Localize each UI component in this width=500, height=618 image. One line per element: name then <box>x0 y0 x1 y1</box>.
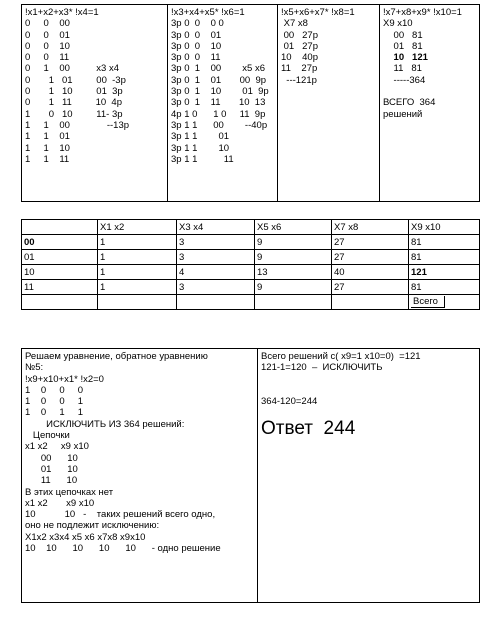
table-cell <box>177 295 255 310</box>
summary-table <box>21 219 480 310</box>
table-cell <box>22 295 98 310</box>
table-cell: 13 <box>255 265 332 280</box>
table-cell: 9 <box>255 280 332 295</box>
table-cell: 27 <box>332 280 409 295</box>
table-cell: 9 <box>255 250 332 265</box>
table-header-row <box>22 220 480 235</box>
table-cell: 3 <box>177 235 255 250</box>
chain-cell-x7-x10 <box>380 5 480 202</box>
table-cell: 27 <box>332 250 409 265</box>
chain-text: !x3+x4+x5* !x6=1 3p 0 0 0 0 3p 0 0 01 3p 0 0 10 3p 0 0 11 3p 0 1 00 x5 x6 3p 0 1 01 00 9p 3p 0 1 10 01 9p 3p 0 1 11 10 13 4p 1 0 1 0 11 9p 3p 1 1 00 --40p 3p 1 1 01 3p 1 1 10 3p 1 1 11 <box>171 7 269 165</box>
table-cell: 9 <box>255 235 332 250</box>
table-row <box>22 280 480 295</box>
table-cell: 1 <box>98 280 177 295</box>
table-cell: 4 <box>177 265 255 280</box>
table-cell: 81 <box>409 280 480 295</box>
reverse-equation-text: Решаем уравнение, обратное уравнению №5: !x9+x10+x1* !x2=0 1 0 0 0 1 0 0 1 1 0 1 1 ИСКЛЮЧИТЬ ИЗ 364 решений: Цепочки x1 x2 x9 x10 00 10 01 10 11 10 В этих цепочках нет x1 x2 x9 x10 10 10 - таких решений всего одно, оно не подлежит исключению: X1x2 x3x4 x5 x6 x7x8 x9x10 10 10 10 10 10 - одно решение <box>25 351 221 555</box>
chain-text: !x5+x6+x7* !x8=1 X7 x8 00 27p 01 27p 10 40p 11 27p ---121p <box>281 7 355 86</box>
row-label: 10 <box>22 265 98 280</box>
table-cell <box>332 295 409 310</box>
table-cell: 3 <box>177 250 255 265</box>
total-cell <box>409 295 480 310</box>
row-label: 00 <box>22 235 98 250</box>
table-cell: 1 <box>98 235 177 250</box>
header-cell: X9 x10 <box>409 220 480 235</box>
chain-cell-x1-x4 <box>22 5 168 202</box>
table-cell: 1 <box>98 250 177 265</box>
table-row-total <box>22 295 480 310</box>
table-row <box>22 250 480 265</box>
table-cell: 1 <box>98 265 177 280</box>
chain-text: 11 81 -----364 ВСЕГО 364 решений <box>383 63 436 120</box>
row-label: 11 <box>22 280 98 295</box>
header-cell: X1 x2 <box>98 220 177 235</box>
table-cell-highlight: 121 <box>409 265 480 280</box>
table-cell <box>255 295 332 310</box>
chain-cell-x5-x8 <box>278 5 380 202</box>
reverse-equation-cell <box>22 349 258 603</box>
total-label: Всего <box>411 296 445 308</box>
chain-text-highlight: 10 121 <box>383 52 428 64</box>
table-cell <box>98 295 177 310</box>
result-text: Всего решений с( x9=1 x10=0) =121 121-1=120 – ИСКЛЮЧИТЬ 364-120=244 <box>261 351 421 408</box>
chain-cell-x3-x6 <box>168 5 278 202</box>
table-cell: 81 <box>409 235 480 250</box>
table-cell: 40 <box>332 265 409 280</box>
table-cell: 27 <box>332 235 409 250</box>
table-cell: 3 <box>177 280 255 295</box>
result-cell <box>258 349 480 603</box>
chain-text: !x7+x8+x9* !x10=1 X9 x10 00 81 01 81 <box>383 7 462 52</box>
reverse-equation-table <box>21 348 480 603</box>
header-cell: X7 x8 <box>332 220 409 235</box>
chain-text: !x1+x2+x3* !x4=1 0 0 00 0 0 01 0 0 10 0 0 11 0 1 00 x3 x4 0 1 01 00 -3p 0 1 10 01 3p 0 1 11 10 4p 1 0 10 11- 3p 1 1 00 --13p 1 1 01 1 1 10 1 1 11 <box>25 7 130 165</box>
table-row <box>22 265 480 280</box>
header-cell: X3 x4 <box>177 220 255 235</box>
header-cell <box>22 220 98 235</box>
enumeration-table <box>21 4 480 202</box>
answer-text: Ответ 244 <box>261 418 356 440</box>
header-cell: X5 x6 <box>255 220 332 235</box>
table-cell: 81 <box>409 250 480 265</box>
row-label: 01 <box>22 250 98 265</box>
table-row <box>22 235 480 250</box>
